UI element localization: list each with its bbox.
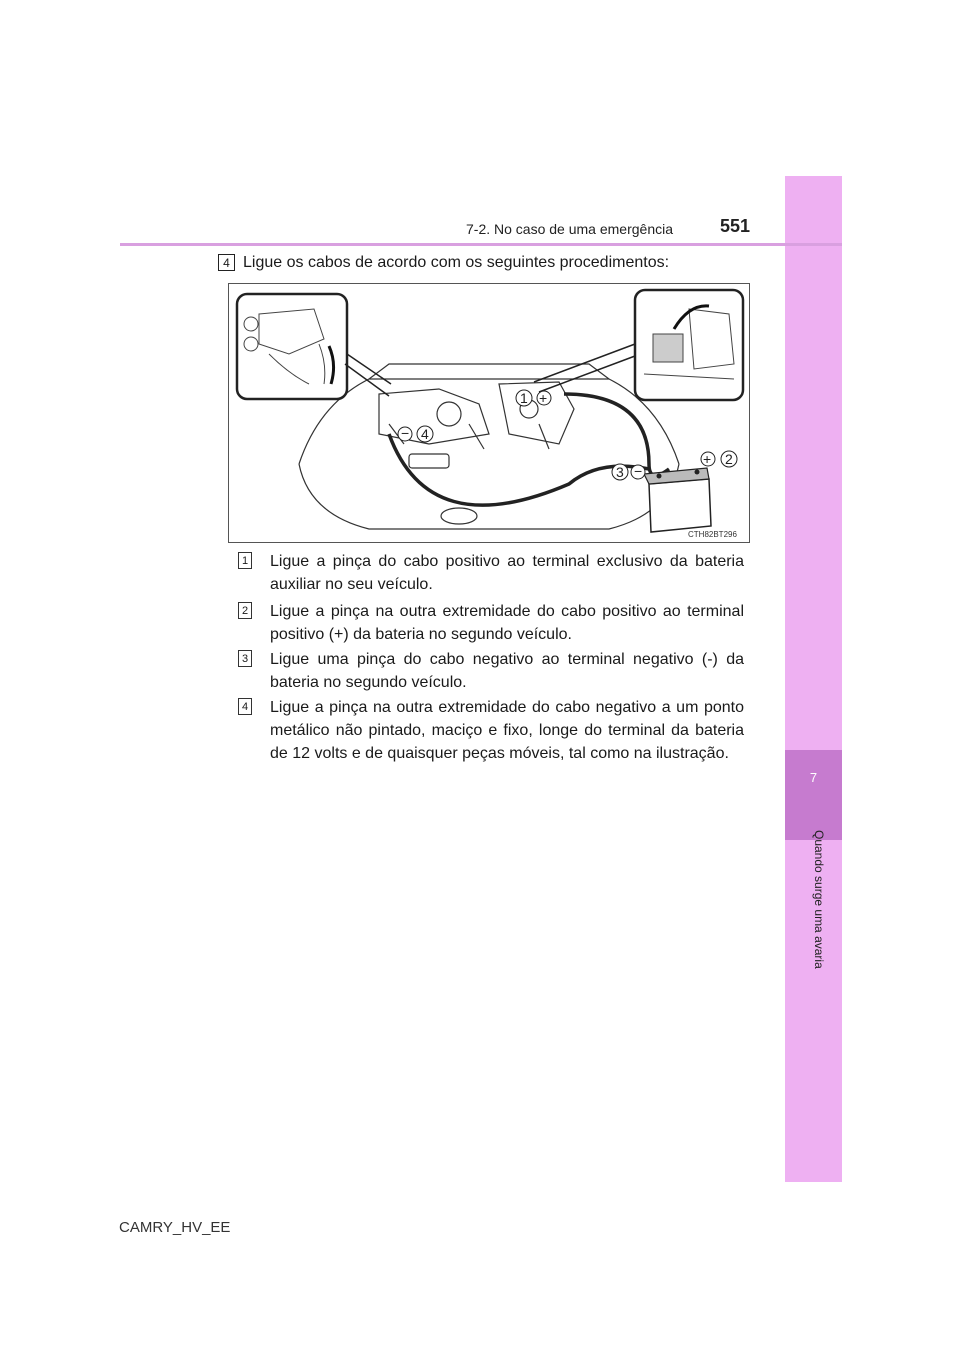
item-number: 2 (238, 602, 252, 619)
chapter-side-tab (785, 176, 842, 1182)
list-item (238, 550, 744, 598)
plus-symbol: + (703, 451, 712, 467)
callout-3: 3 (616, 464, 624, 480)
step-number-box: 4 (218, 254, 235, 271)
figure-code: CTH82BT296 (688, 530, 737, 539)
step-instruction: Ligue os cabos de acordo com os seguintes procedimentos: (243, 254, 670, 271)
item-number: 4 (238, 698, 252, 715)
plus-symbol: + (539, 390, 548, 406)
engine-bay-drawing (229, 284, 749, 542)
jump-start-illustration (228, 283, 750, 543)
page-number: 551 (720, 216, 751, 236)
callout-2: 2 (725, 451, 733, 467)
chapter-number: 7 (809, 770, 818, 785)
item-text: Ligue a pinça do cabo positivo ao terminal exclusivo da bateria auxiliar no seu veículo. (270, 553, 744, 593)
minus-symbol: − (634, 463, 643, 479)
second-battery-icon (644, 468, 711, 532)
header-divider (120, 243, 842, 246)
list-item (238, 696, 744, 766)
list-item (238, 648, 744, 696)
item-text: Ligue a pinça na outra extremidade do cabo negativo a um ponto metálico não pintado, maciço e fixo, longe do terminal da bateria de 12 volts e de quaisquer peças móveis, tal como na ilustração. (270, 699, 744, 762)
item-text: Ligue uma pinça do cabo negativo ao terminal negativo (-) da bateria no segundo veículo. (270, 651, 744, 691)
section-title: 7-2. No caso de uma emergência (466, 221, 673, 237)
callout-1: 1 (520, 390, 528, 406)
callout-4: 4 (421, 426, 429, 442)
item-number: 3 (238, 650, 252, 667)
chapter-label: Quando surge uma avaria (812, 830, 826, 969)
item-number: 1 (238, 552, 252, 569)
list-item (238, 600, 744, 648)
item-text: Ligue a pinça na outra extremidade do cabo positivo ao terminal positivo (+) da bateria no segundo veículo. (270, 603, 744, 643)
minus-symbol: − (401, 425, 410, 441)
footer-model-code: CAMRY_HV_EE (119, 1219, 231, 1236)
right-detail-inset (635, 290, 743, 400)
